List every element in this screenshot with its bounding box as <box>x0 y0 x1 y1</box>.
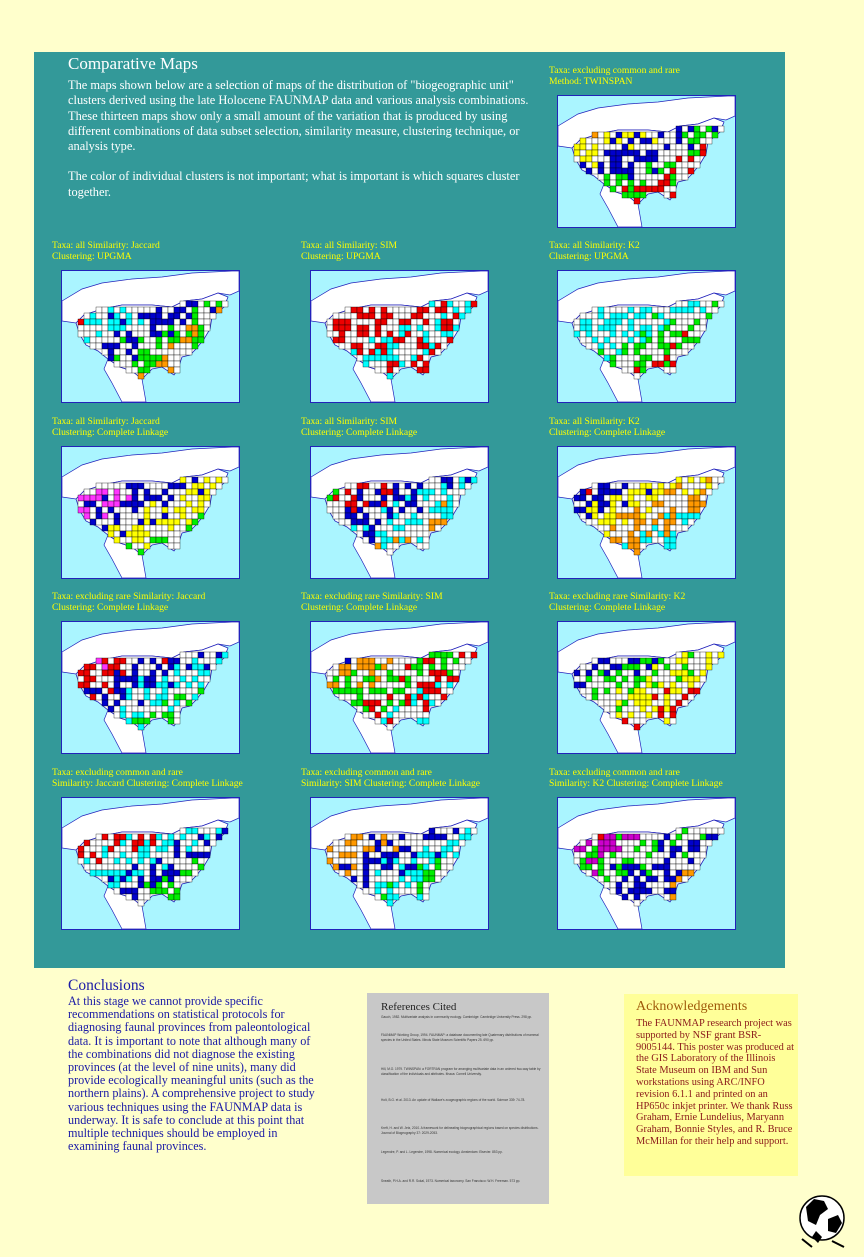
map-caption: Taxa: all Similarity: K2 Clustering: UPGMA <box>549 240 640 262</box>
intro-text <box>68 78 538 215</box>
conclusions-text: At this stage we cannot provide specific recommendations on statistical protocols for diagnosing faunal provinces from paleontological data. It is important to note that although many of the combinations did not diagnose the existing provinces (at the level of nine units), many did provide ecologically meaningful units (such as the northern plains). A comprehensive project to study various techniques using the FAUNMAP data is underway. It is safe to conclude at this point that multiple techniques should be employed in examining faunal provinces. <box>68 994 315 1154</box>
reference-item: Gauch, 1982. Multivariate analysis in community ecology. Cambridge: Cambridge University Press. 298 pp. <box>381 1015 533 1019</box>
references-box <box>367 993 549 1204</box>
reference-item: Sneath, P.H.A. and R.R. Sokal, 1973. Numerical taxonomy. San Francisco: W.H. Freeman. 573 pp. <box>381 1179 521 1183</box>
acknowledgements-box <box>624 994 798 1176</box>
globe-logo-icon <box>794 1185 850 1251</box>
intro-paragraph: The maps shown below are a selection of maps of the distribution of "biogeographic unit" clusters derived using the late Holocene FAUNMAP data and various analysis combinations. These thirteen maps show only a small amount of the variation that is produced by using different combinations of data subset selection, similarity measure, clustering technique, or analysis type. <box>68 78 529 154</box>
map-caption: Taxa: excluding common and rare Similarity: K2 Clustering: Complete Linkage <box>549 767 723 789</box>
references-title: References Cited <box>381 1001 457 1013</box>
cluster-map <box>557 270 736 403</box>
map-caption: Taxa: all Similarity: K2 Clustering: Complete Linkage <box>549 416 666 438</box>
cluster-map <box>61 446 240 579</box>
map-caption: Taxa: all Similarity: Jaccard Clustering: Complete Linkage <box>52 416 169 438</box>
cluster-map <box>310 797 489 930</box>
conclusions-title: Conclusions <box>68 977 145 994</box>
map-caption: Taxa: excluding rare Similarity: SIM Clustering: Complete Linkage <box>301 591 443 613</box>
cluster-map <box>557 95 736 228</box>
cluster-map <box>310 270 489 403</box>
cluster-map <box>61 621 240 754</box>
page-title: Comparative Maps <box>68 54 198 73</box>
map-caption: Taxa: excluding common and rare Similarity: SIM Clustering: Complete Linkage <box>301 767 481 789</box>
cluster-map <box>61 797 240 930</box>
cluster-map <box>557 621 736 754</box>
reference-item: Legendre, P. and L. Legendre, 1998. Numerical ecology. Amsterdam: Elsevier. 853 pp. <box>381 1150 503 1154</box>
map-caption: Taxa: all Similarity: Jaccard Clustering: UPGMA <box>52 240 160 262</box>
acknowledgements-text: The FAUNMAP research project was supported by NSF grant BSR-9005144. This poster was produced at the GIS Laboratory of the Illinois State Museum on IBM and Sun workstations using ARC/INFO revision 6.1.1 and printed on an HP650c inkjet printer. We thank Russ Graham, Ernie Lundelius, Maryann Graham, Bonnie Styles, and R. Bruce McMillan for their help and support. <box>636 1018 794 1147</box>
map-caption: Taxa: excluding rare Similarity: Jaccard Clustering: Complete Linkage <box>52 591 206 613</box>
intro-paragraph: The color of individual clusters is not important; what is important is which squares cluster together. <box>68 169 520 199</box>
reference-item: Kreft, H. and W. Jetz, 2010. A framework for delineating biogeographical regions based on species distributions. Journal of Biogeography 37: 2029-2053. <box>381 1126 539 1135</box>
map-caption: Taxa: all Similarity: SIM Clustering: Complete Linkage <box>301 416 418 438</box>
reference-item: FAUNMAP Working Group, 1994. FAUNMAP: a database documenting late Quaternary distributions of mammal species in the United States. Illinois State Museum Scientific Papers 25. 690 pp. <box>381 1033 539 1042</box>
cluster-map <box>557 446 736 579</box>
map-caption: Taxa: excluding rare Similarity: K2 Clustering: Complete Linkage <box>549 591 686 613</box>
map-caption: Taxa: all Similarity: SIM Clustering: UPGMA <box>301 240 398 262</box>
reference-item: Hill, M.O. 1979. TWINSPAN: a FORTRAN program for arranging multivariate data in an ordered two-way table by classification of the individuals and attributes. Ithaca: Cornell University. <box>381 1067 541 1076</box>
reference-item: Holt, B.G. et al. 2013. An update of Wallace's zoogeographic regions of the world. Science 339: 74-78. <box>381 1098 526 1102</box>
acknowledgements-title: Acknowledgements <box>636 999 748 1014</box>
cluster-map <box>310 446 489 579</box>
cluster-map <box>61 270 240 403</box>
cluster-map <box>310 621 489 754</box>
map-caption: Taxa: excluding common and rare Method: TWINSPAN <box>549 65 680 87</box>
map-caption: Taxa: excluding common and rare Similarity: Jaccard Clustering: Complete Linkage <box>52 767 243 789</box>
cluster-map <box>557 797 736 930</box>
